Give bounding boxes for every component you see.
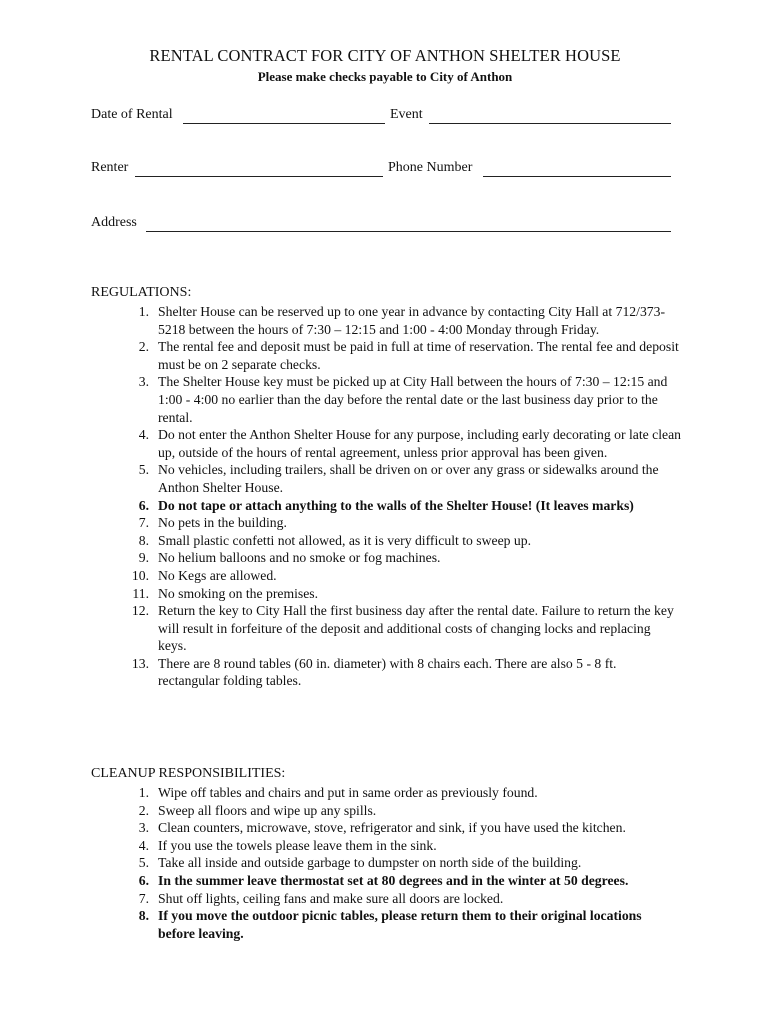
regulations-heading: REGULATIONS:	[91, 285, 192, 300]
regulation-item-text: Do not tape or attach anything to the walls of the Shelter House! (It leaves marks)	[158, 497, 634, 513]
regulation-item-number: 3.	[138, 374, 149, 390]
cleanup-item-text: Wipe off tables and chairs and put in same order as previously found.	[158, 785, 538, 800]
regulation-item	[91, 655, 681, 690]
cleanup-item	[91, 837, 681, 855]
regulation-item-number: 13.	[131, 655, 149, 671]
regulations-list	[91, 303, 681, 690]
event-label: Event	[390, 107, 423, 122]
regulation-item-number: 10.	[131, 567, 149, 583]
address-field[interactable]	[146, 231, 671, 232]
cleanup-item-number: 5.	[138, 855, 149, 871]
address-label: Address	[91, 215, 137, 230]
regulation-item-number: 11.	[132, 585, 149, 601]
regulation-item-text: No smoking on the premises.	[158, 585, 319, 601]
regulation-item-text: The Shelter House key must be picked up at City Hall between the hours of 7:30 – 12:15 and 1:00 - 4:00 no earlier than the day before the rental date or the last business day prior to the rental.	[158, 374, 668, 425]
regulation-item-text: The rental fee and deposit must be paid in full at time of reservation. The rental fee and deposit must be on 2 separate checks.	[158, 339, 679, 372]
cleanup-item	[91, 784, 681, 802]
regulation-item-number: 2.	[138, 339, 149, 355]
regulation-item	[91, 497, 681, 515]
phone-number-label: Phone Number	[388, 160, 473, 175]
cleanup-item-text: Sweep all floors and wipe up any spills.	[158, 802, 377, 818]
cleanup-item-text: In the summer leave thermostat set at 80 degrees and in the winter at 50 degrees.	[158, 872, 629, 888]
regulation-item-number: 6.	[138, 497, 149, 513]
document-subtitle: Please make checks payable to City of Anthon	[257, 69, 513, 84]
cleanup-item-text: Shut off lights, ceiling fans and make sure all doors are locked.	[158, 890, 504, 906]
regulation-item-text: Shelter House can be reserved up to one year in advance by contacting City Hall at 712/373-5218 between the hours of 7:30 – 12:15 and 1:00 - 4:00 Monday through Friday.	[158, 304, 666, 337]
cleanup-item-text: If you use the towels please leave them in the sink.	[158, 837, 437, 853]
cleanup-item	[91, 819, 681, 837]
regulation-item	[91, 514, 681, 532]
regulation-item-text: No pets in the building.	[158, 515, 287, 531]
document-title: RENTAL CONTRACT FOR CITY OF ANTHON SHELTER HOUSE	[149, 46, 621, 65]
cleanup-item-text: Take all inside and outside garbage to dumpster on north side of the building.	[158, 855, 582, 871]
regulation-item	[91, 532, 681, 550]
regulation-item	[91, 338, 681, 373]
address-row	[91, 215, 673, 235]
cleanup-item-number: 7.	[138, 890, 149, 906]
regulation-item-text: Return the key to City Hall the first business day after the rental date. Failure to return the key will result in forfeiture of the deposit and additional costs of changing locks and replacing keys.	[158, 603, 674, 654]
cleanup-item	[91, 854, 681, 872]
renter-phone-row	[91, 160, 673, 180]
cleanup-item	[91, 802, 681, 820]
cleanup-heading: CLEANUP RESPONSIBILITIES:	[91, 766, 286, 781]
cleanup-item-number: 4.	[138, 837, 149, 853]
regulation-item-number: 12.	[131, 603, 149, 619]
renter-field[interactable]	[135, 176, 383, 177]
renter-label: Renter	[91, 160, 129, 175]
cleanup-item-number: 6.	[138, 872, 149, 888]
phone-number-field[interactable]	[483, 176, 671, 177]
date-of-rental-label: Date of Rental	[91, 107, 173, 122]
regulation-item-number: 7.	[138, 515, 149, 531]
cleanup-item-text: If you move the outdoor picnic tables, please return them to their original locations before leaving.	[158, 908, 642, 941]
regulation-item-text: Do not enter the Anthon Shelter House for any purpose, including early decorating or late clean up, outside of the hours of rental agreement, unless prior approval has been given.	[158, 427, 682, 460]
regulation-item-number: 4.	[138, 427, 149, 443]
regulation-item-number: 8.	[138, 532, 149, 548]
regulation-item	[91, 585, 681, 603]
cleanup-list	[91, 784, 681, 942]
regulation-item-number: 5.	[138, 462, 149, 478]
rental-date-event-row	[91, 107, 673, 127]
regulation-item	[91, 373, 681, 426]
regulation-item-text: Small plastic confetti not allowed, as it is very difficult to sweep up.	[158, 532, 532, 548]
cleanup-item	[91, 907, 681, 942]
cleanup-item-number: 3.	[138, 820, 149, 836]
cleanup-item-text: Clean counters, microwave, stove, refrigerator and sink, if you have used the kitchen.	[158, 820, 626, 836]
regulation-item	[91, 303, 681, 338]
regulation-item	[91, 461, 681, 496]
cleanup-item-number: 1.	[138, 785, 149, 800]
cleanup-item	[91, 890, 681, 908]
regulation-item	[91, 549, 681, 567]
regulation-item-text: There are 8 round tables (60 in. diameter) with 8 chairs each. There are also 5 - 8 ft. rectangular folding tables.	[158, 655, 617, 689]
regulation-item-number: 1.	[138, 304, 149, 319]
regulation-item-text: No helium balloons and no smoke or fog machines.	[158, 550, 441, 566]
regulation-item-text: No vehicles, including trailers, shall be driven on or over any grass or sidewalks around the Anthon Shelter House.	[158, 462, 659, 495]
cleanup-item-number: 2.	[138, 802, 149, 818]
regulation-item-text: No Kegs are allowed.	[158, 567, 277, 583]
cleanup-item-number: 8.	[138, 908, 149, 924]
event-field[interactable]	[429, 123, 671, 124]
date-of-rental-field[interactable]	[183, 123, 385, 124]
regulation-item	[91, 602, 681, 655]
regulation-item	[91, 426, 681, 461]
cleanup-item	[91, 872, 681, 890]
regulation-item-number: 9.	[138, 550, 149, 566]
regulation-item	[91, 567, 681, 585]
